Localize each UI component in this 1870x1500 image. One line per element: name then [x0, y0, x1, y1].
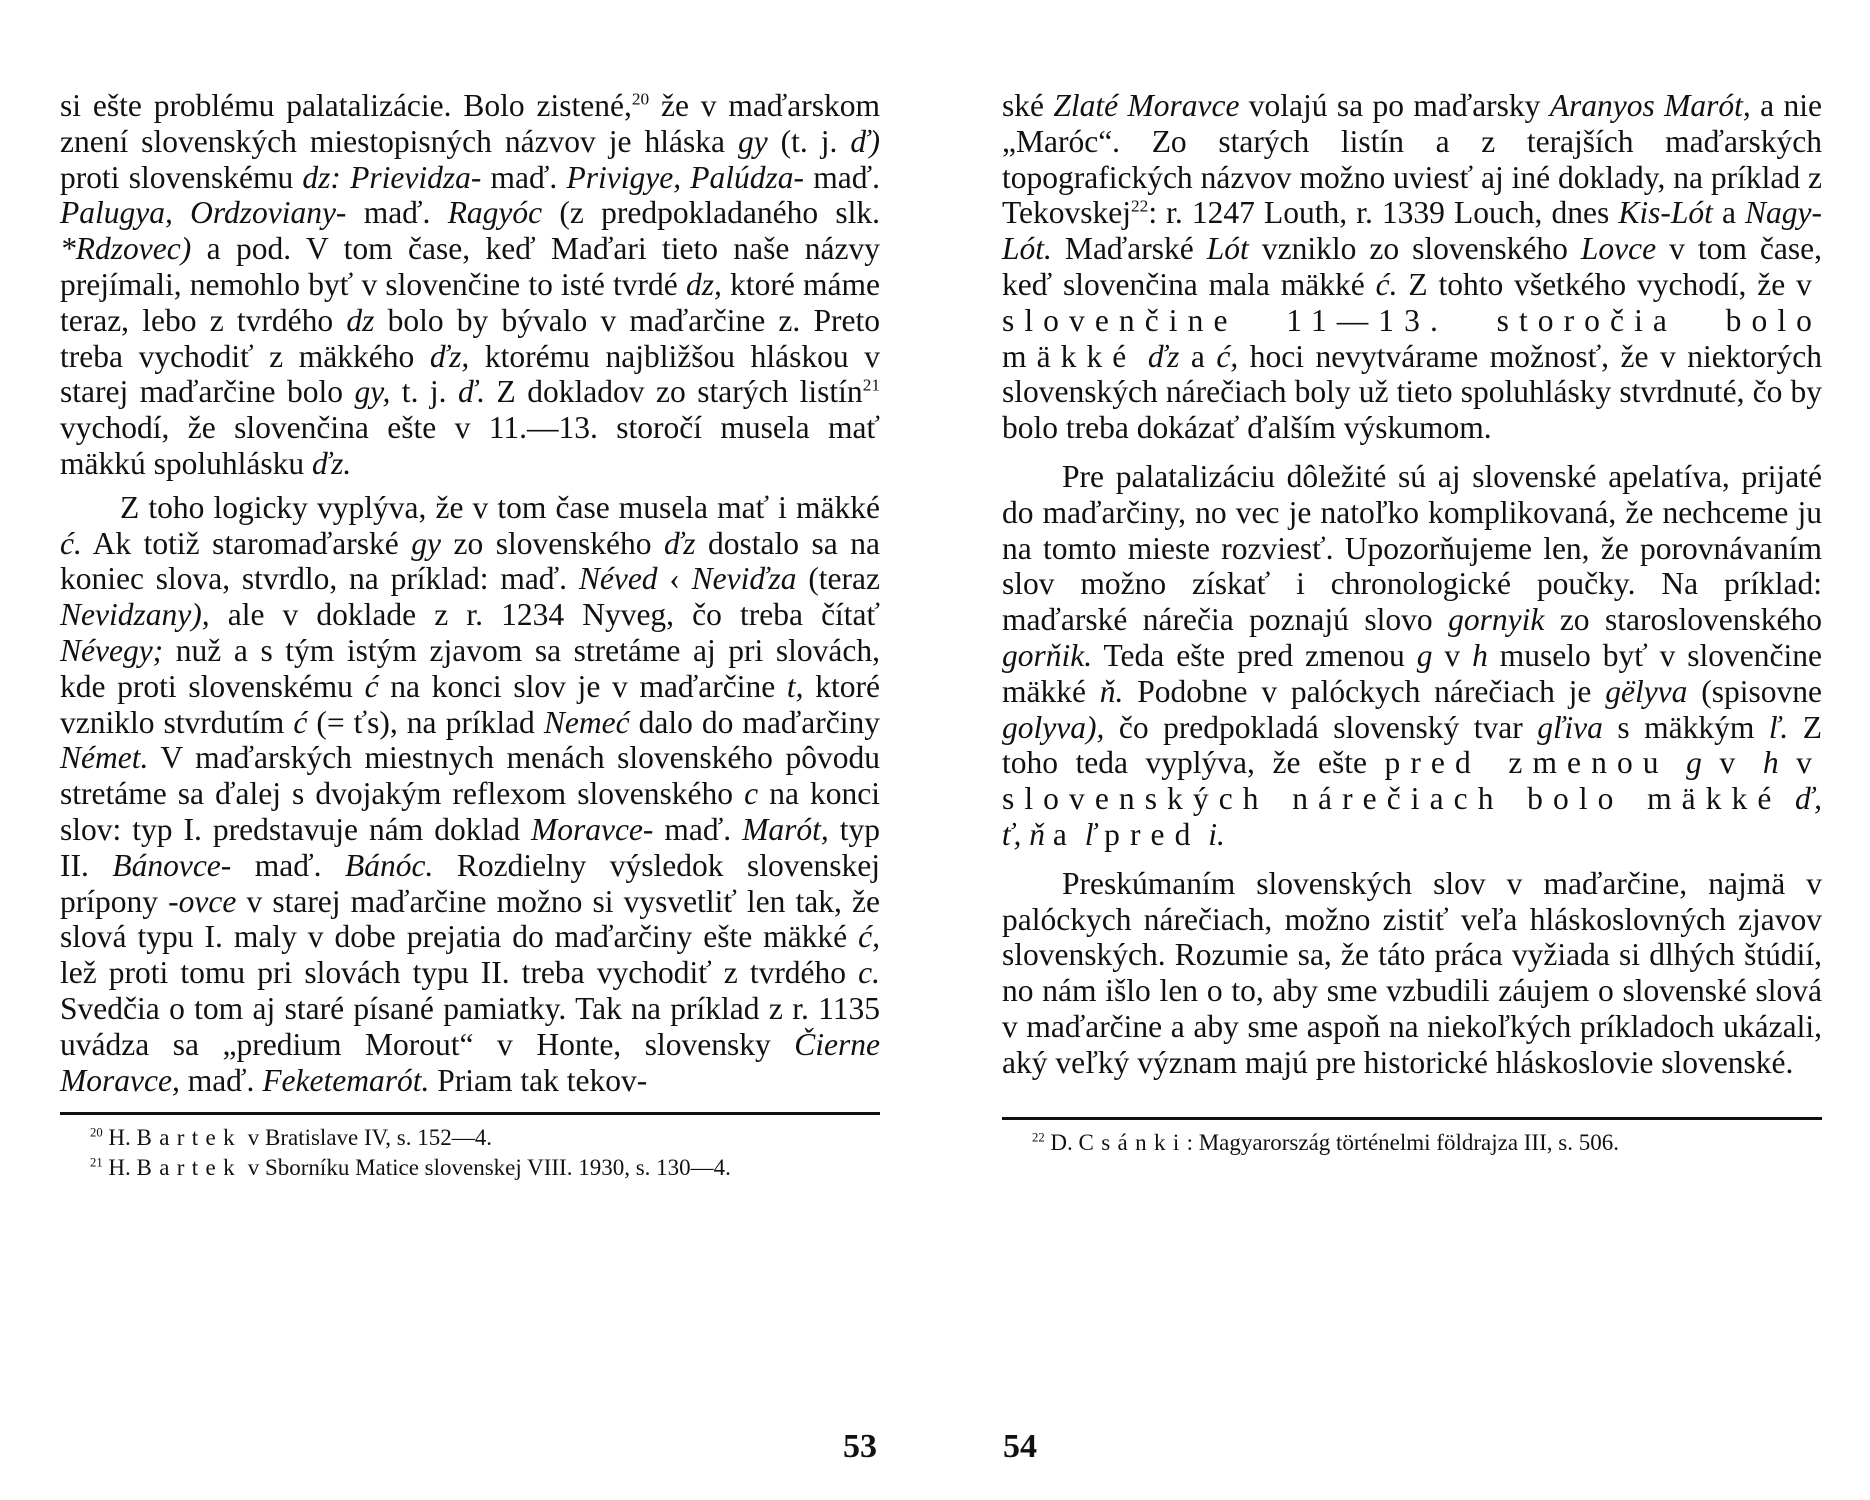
italic-run: ć, — [1216, 338, 1239, 374]
footnote-rule — [60, 1112, 880, 1115]
text-run — [1779, 745, 1797, 780]
italic-run: Ragyóc — [447, 195, 543, 231]
text-run: maď. — [653, 811, 743, 847]
spaced-run: pred zmenou — [1384, 745, 1669, 781]
italic-run: ď, ť, ň — [1002, 781, 1823, 852]
italic-run: Nemeć — [543, 704, 630, 740]
text-run: dostalo sa na koniec slova, stvrdlo, na príklad: maď. — [60, 525, 881, 597]
footnote-rule — [1002, 1117, 1822, 1120]
text-run: v — [1432, 637, 1473, 673]
text-run: ktoré máme teraz, lebo z tvrdého — [60, 266, 880, 338]
italic-run: g — [1416, 637, 1433, 673]
text-run — [1781, 781, 1795, 816]
italic-run: g — [1686, 745, 1702, 781]
text-run — [1136, 339, 1148, 374]
footnote-ref: 21 — [90, 1155, 103, 1170]
italic-run: dz, — [685, 266, 722, 302]
italic-run: ć. — [1375, 266, 1398, 302]
italic-run: Bánovce- — [112, 847, 232, 883]
italic-run: ďz — [1147, 338, 1180, 374]
page-number-left: 53 — [843, 1428, 877, 1465]
text-run: Z dokladov zo starých listín — [485, 374, 863, 410]
text-run: s mäkkým — [1602, 709, 1769, 745]
italic-run: Palugya, Ordzovianу- — [60, 195, 347, 231]
italic-run: h — [1472, 637, 1488, 673]
text-run — [1077, 817, 1085, 852]
italic-run: i. — [1208, 816, 1225, 852]
italic-run: Bánóc. — [344, 847, 434, 883]
text-run: H. — [102, 1155, 137, 1181]
italic-run: ć — [364, 668, 379, 704]
spaced-run: Bartek — [136, 1155, 242, 1181]
text-run: Preskúmaním slovenských slov v maďarčine, najmä v palóckych nárečiach, možno zistiť veľa hláskoslovných zjavov slovenských. Rozumie sa, že táto práca vyžiada si dlhých štúdií, no nám išlo len o to, aby sme vzbudili záujem o slovenské slová v maďarčine a aby sme aspoň na niekoľkých príkladoch ukázali, aký veľký význam majú pre historické hláskoslovie slovenské. — [1002, 865, 1822, 1080]
text-run: (t. j. — [767, 123, 851, 159]
text-run: bolo by bývalo v maďarčine z. Preto treba vychodiť z mäkkého — [60, 302, 880, 374]
italic-run: Nagy-Lót. — [1002, 195, 1822, 267]
italic-run: ďz. — [312, 445, 352, 481]
text-run: v tom čase, keď slovenčina mala mäkké — [1002, 231, 1822, 302]
text-run: V maďarských miestnych menách slovenského pôvodu stretáme sa ďalej s dvojakým reflexom slovenského — [60, 740, 880, 812]
text-run: maď. — [481, 159, 567, 195]
text-run: v starej maďarčine možno si vysvetliť len tak, že slová typu I. maly v dobe prejatia do maďarčiny ešte mäkké — [60, 883, 880, 955]
italic-run: gorňik. — [1002, 637, 1093, 673]
text-run: maď. — [346, 195, 448, 231]
spaced-run: v — [1719, 745, 1746, 781]
footnote-ref: 20 — [90, 1125, 103, 1140]
text-run: na konci slov je v maďarčine — [378, 668, 787, 704]
italic-run: h — [1762, 745, 1779, 781]
text-run: že v maďarskom znení slovenských miestopisných názvov je hláska — [60, 88, 880, 159]
text-run: v Sborníku Matice slovenskej VIII. 1930, s. 130—4. — [241, 1155, 731, 1181]
text-run: Pre palatalizáciu dôležité sú aj slovenské apelatíva, prijaté do maďarčiny, no vec je natoľko komplikovaná, že nechceme ju na tomto mieste rozviesť. Upozorňujeme len, že porovnávaním slov možno získať i chronologické poučky. Na príklad: maďarské nárečia poznajú slovo — [1002, 458, 1822, 638]
spaced-run: v slovenských nárečiach bolo mäkké — [1002, 745, 1822, 817]
italic-run: ď) — [850, 123, 880, 159]
text-run — [1669, 745, 1687, 780]
text-run: maď. — [804, 159, 880, 195]
text-run: volajú sa po maďarsky — [1239, 88, 1550, 123]
text-run: Priam tak tekov- — [429, 1062, 648, 1098]
text-run: ktorému najbližšou hláskou v starej maďarčine bolo — [60, 338, 880, 410]
italic-run: Névegy; — [60, 632, 164, 668]
text-run: Ak totiž staromaďarské — [81, 525, 412, 561]
text-run: v Bratislave IV, s. 152—4. — [241, 1125, 492, 1151]
spaced-run: v slovenčine 11—13. storočia bolo mäkké — [1002, 266, 1822, 374]
right-page-body — [1002, 88, 1822, 1081]
italic-run: t, — [786, 668, 804, 704]
italic-run: ľ — [1084, 816, 1097, 852]
text-run: a — [1712, 195, 1746, 231]
italic-run: ďz — [664, 525, 696, 561]
italic-run: Német. — [60, 740, 149, 776]
italic-run: ć — [293, 704, 308, 740]
footnote-ref: 22 — [1032, 1129, 1045, 1144]
text-run: Z toho teda vyplýva, že ešte — [1002, 709, 1822, 781]
text-run: typ II. — [60, 811, 880, 883]
text-run: t. j. — [390, 374, 459, 410]
italic-run: Čierne Moravce, — [60, 1026, 880, 1098]
footnote-ref: 20 — [631, 89, 650, 109]
italic-run: c. — [858, 955, 880, 991]
text-run: a nie „Maróc“. Zo starých listín a z terajších maďarských topografických názvov možno uviesť aj iné doklady, na príklad z Tekovskej — [1002, 88, 1822, 231]
italic-run: ľ. — [1768, 709, 1789, 745]
text-run: lež proti tomu pri slovách typu II. treba vychodiť z tvrdého — [60, 955, 859, 991]
left-footnotes — [60, 1123, 880, 1183]
text-run: Z toho logicky vyplýva, že v tom čase musela mať i mäkké — [120, 489, 880, 525]
text-run: (z predpokladaného slk. — [542, 195, 880, 231]
text-run — [1045, 817, 1053, 852]
italic-run: Privigye, Palúdza- — [566, 159, 805, 195]
italic-run: Aranyos Marót, — [1549, 88, 1751, 123]
left-page — [60, 88, 880, 1183]
text-run: ktoré vzniklo stvrdutím — [60, 668, 880, 740]
paragraph — [60, 88, 880, 482]
text-run: D. — [1044, 1129, 1079, 1155]
spaced-run: a — [1052, 816, 1077, 852]
italic-run: -ovce — [168, 883, 237, 919]
text-run — [1096, 817, 1104, 852]
italic-run: ć, — [858, 919, 880, 955]
text-run — [1745, 745, 1763, 780]
italic-run: Kis-Lót — [1618, 195, 1713, 231]
text-run: Rozdielny výsledok slovenskej prípony — [60, 847, 880, 919]
text-run: vzniklo zo slovenského — [1248, 231, 1581, 267]
text-run: si ešte problému palatalizácie. Bolo zistené, — [60, 88, 632, 123]
spaced-run: Bartek — [136, 1125, 242, 1151]
italic-run: gľiva — [1537, 709, 1603, 745]
italic-run: gy, — [354, 374, 391, 410]
text-run: H. — [102, 1125, 137, 1151]
paragraph — [1002, 866, 1822, 1081]
text-run: nuž a s tým istým zjavom sa stretáme aj pri slovách, kde proti slovenskému — [60, 632, 880, 704]
text-run: proti slovenskému — [60, 159, 303, 195]
italic-run: Zlaté Moravce — [1053, 88, 1240, 123]
text-run: dalo do maďarčiny — [629, 704, 880, 740]
text-run: Teda ešte pred zmenou — [1092, 637, 1417, 673]
italic-run: Lovce — [1580, 231, 1657, 267]
text-run — [1702, 745, 1720, 780]
text-run: na konci slov: typ I. predstavuje nám doklad — [60, 776, 880, 847]
paragraph — [1002, 459, 1822, 853]
paragraph — [60, 490, 880, 1099]
italic-run: gornyik — [1448, 602, 1545, 638]
italic-run: Nevidzany), — [60, 597, 210, 633]
italic-run: gy — [411, 525, 441, 561]
italic-run: gy — [737, 123, 768, 159]
text-run: Maďarské — [1051, 231, 1207, 267]
paragraph — [1002, 88, 1822, 446]
italic-run: c — [744, 776, 759, 812]
italic-run: Néved — [578, 561, 658, 597]
text-run: a pod. V tom čase, keď Maďari tieto naše názvy prejímali, nemohlo byť v slovenčine to isté tvrdé — [60, 231, 880, 302]
footnote — [1002, 1128, 1822, 1158]
italic-run: ďz, — [429, 338, 470, 374]
text-run: Svedčia o tom aj staré písané pamiatky. Tak na príklad z r. 1135 uvádza sa „predium Morout“ v Honte, slovensky — [60, 990, 880, 1062]
text-run: (= ťs), na príklad — [307, 704, 544, 740]
spaced-run: Csánki — [1078, 1129, 1187, 1155]
spaced-run: pred — [1104, 816, 1201, 852]
text-run: : r. 1247 Louth, r. 1339 Louch, dnes — [1148, 195, 1619, 231]
italic-run: dz — [346, 302, 375, 338]
italic-run: ć. — [60, 525, 82, 561]
text-run: maď. — [231, 847, 345, 883]
italic-run: Neviďza — [691, 561, 797, 597]
footnote-ref: 22 — [1131, 196, 1149, 216]
italic-run: ň. — [1099, 673, 1124, 709]
italic-run: golyva), — [1002, 709, 1105, 745]
footnote — [60, 1123, 880, 1153]
text-run: zo staroslovenského — [1544, 602, 1822, 638]
right-footnotes — [1002, 1128, 1822, 1158]
text-run: vychodí, že slovenčina ešte v 11.—13. storočí musela mať mäkkú spoluhlásku — [60, 410, 880, 481]
italic-run: Marót, — [742, 811, 829, 847]
text-run: muselo byť v slovenčine mäkké — [1002, 637, 1823, 709]
text-run: ale v doklade z r. 1234 Nyveg, čo treba čítať — [209, 597, 880, 633]
italic-run: Moravce- — [530, 811, 654, 847]
italic-run: Feketemarót. — [262, 1062, 430, 1098]
footnote — [60, 1153, 880, 1183]
text-run: ‹ — [657, 561, 692, 597]
left-page-body — [60, 88, 880, 1098]
text-run: čo predpokladá slovenský tvar — [1104, 709, 1538, 745]
italic-run: *Rdzovec) — [60, 231, 192, 267]
text-run: Podobne v palóckych nárečiach je — [1123, 673, 1606, 709]
text-run: zo slovenského — [440, 525, 665, 561]
text-run: hoci nevytvárame možnosť, že v niektorých slovenských nárečiach boly už tieto spoluhlásky stvrdnuté, čo by bolo treba dokázať ďalším výskumom. — [1002, 338, 1823, 446]
footnote-ref: 21 — [862, 375, 880, 395]
text-run: (spisovne — [1687, 673, 1822, 709]
page-number-right: 54 — [1003, 1428, 1037, 1465]
text-run: : Magyarország történelmi földrajza III, s. 506. — [1186, 1129, 1619, 1155]
italic-run: gëlyva — [1605, 673, 1688, 709]
italic-run: Lót — [1206, 231, 1249, 267]
right-page — [1002, 88, 1822, 1158]
italic-run: dz: Prievidza- — [302, 159, 482, 195]
italic-run: ď. — [458, 374, 486, 410]
text-run: ské — [1002, 88, 1054, 123]
text-run: a — [1179, 338, 1217, 374]
text-run: maď. — [179, 1062, 263, 1098]
text-run: (teraz — [796, 561, 880, 597]
text-run: Z tohto všetkého vychodí, že — [1397, 266, 1797, 302]
